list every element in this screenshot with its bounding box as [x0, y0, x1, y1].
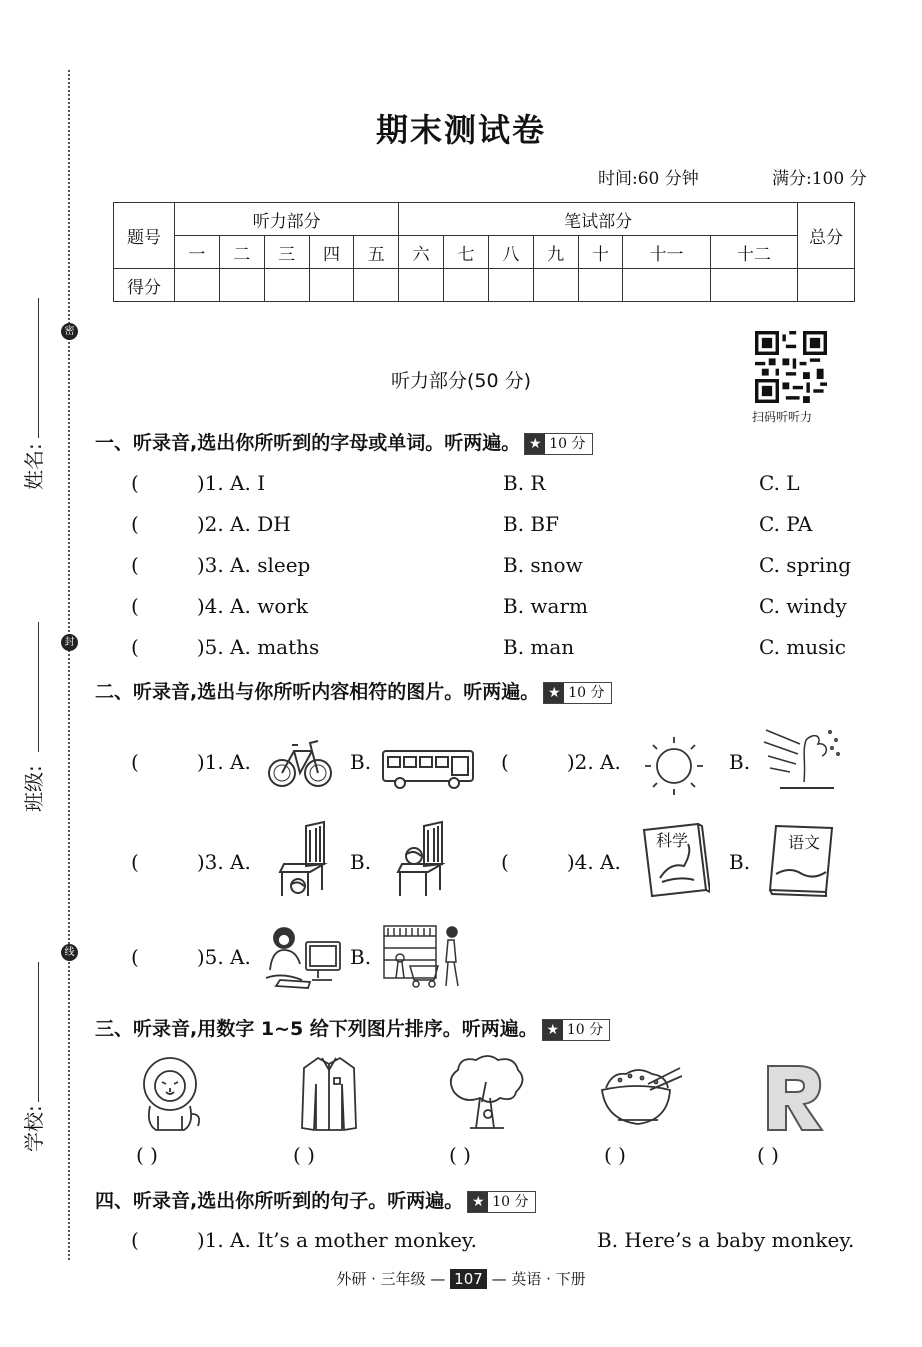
- col-11: 十一: [623, 236, 710, 269]
- score-cell[interactable]: [399, 269, 444, 302]
- q3-blank-5[interactable]: ( ): [757, 1143, 779, 1167]
- q2-label-b: B.: [350, 750, 372, 774]
- answer-paren: (: [131, 750, 139, 774]
- col-3: 三: [264, 236, 309, 269]
- star-icon: ★: [544, 683, 564, 703]
- chair-ball-on-icon[interactable]: [394, 820, 452, 900]
- points-text: 10 分: [549, 435, 586, 452]
- full-score-label: 满分:100 分: [772, 169, 867, 189]
- q2-label: )1. A.: [196, 750, 251, 774]
- school-label: 学校:: [22, 1105, 46, 1152]
- q1-option-c: C. windy: [759, 594, 847, 618]
- score-cell[interactable]: [533, 269, 578, 302]
- points-text: 10 分: [492, 1193, 529, 1210]
- section-3-heading: [95, 1014, 610, 1041]
- q1-option-c: C. L: [759, 471, 800, 495]
- seal-feng: 封: [61, 634, 78, 651]
- q1-option-b: B. BF: [503, 512, 559, 536]
- bus-icon[interactable]: [380, 745, 478, 791]
- answer-paren: (: [131, 471, 139, 495]
- footer-left: 外研 · 三年级 —: [336, 1270, 446, 1288]
- q1-item-a: )1. A. I: [196, 471, 266, 495]
- q1-row-5[interactable]: [131, 635, 319, 659]
- section-4-text: 四、听录音,选出你所听到的句子。听两遍。: [95, 1190, 464, 1212]
- q3-blank-1[interactable]: ( ): [136, 1143, 158, 1167]
- points-text: 10 分: [568, 684, 605, 701]
- q1-option-b: B. warm: [503, 594, 588, 618]
- section-title-listening: 听力部分(50 分): [390, 370, 532, 392]
- q2-label-b: B.: [350, 850, 372, 874]
- q2-row-3[interactable]: [131, 945, 251, 969]
- q2-label: )3. A.: [196, 850, 251, 874]
- section-3-text: 三、听录音,用数字 1~5 给下列图片排序。听两遍。: [95, 1018, 538, 1040]
- q1-item-a: )3. A. sleep: [196, 553, 311, 577]
- points-badge: [542, 1019, 610, 1041]
- col-4: 四: [309, 236, 354, 269]
- score-cell[interactable]: [219, 269, 264, 302]
- footer-right: — 英语 · 下册: [491, 1270, 586, 1288]
- header-total: 总分: [798, 203, 855, 269]
- seal-mi: 密: [61, 323, 78, 340]
- q1-option-c: C. music: [759, 635, 847, 659]
- time-label: 时间:60 分钟: [598, 169, 699, 189]
- answer-paren: (: [501, 850, 509, 874]
- rice-bowl-icon[interactable]: [598, 1060, 682, 1130]
- binding-dotted-line: [68, 70, 70, 1260]
- q3-blank-3[interactable]: ( ): [449, 1143, 471, 1167]
- star-icon: ★: [525, 434, 545, 454]
- class-label: 班级:: [22, 765, 46, 812]
- q2-label-b: B.: [729, 750, 751, 774]
- windy-tree-icon[interactable]: [760, 722, 844, 796]
- score-cell[interactable]: [488, 269, 533, 302]
- section-1-heading: [95, 428, 593, 455]
- q1-option-c: C. PA: [759, 512, 813, 536]
- score-cell-total[interactable]: [798, 269, 855, 302]
- score-cell[interactable]: [354, 269, 399, 302]
- score-cell[interactable]: [444, 269, 489, 302]
- col-2: 二: [219, 236, 264, 269]
- q2-label: )4. A.: [566, 850, 621, 874]
- score-cell[interactable]: [578, 269, 623, 302]
- section-2-heading: [95, 677, 612, 704]
- lion-icon[interactable]: [136, 1054, 204, 1134]
- score-cell[interactable]: [175, 269, 220, 302]
- q2-row-1[interactable]: [131, 750, 251, 774]
- score-cell[interactable]: [623, 269, 710, 302]
- header-tihao: 题号: [114, 203, 175, 269]
- q2-label: )2. A.: [566, 750, 621, 774]
- q1-option-b: B. R: [503, 471, 546, 495]
- section-4-heading: [95, 1186, 536, 1213]
- q1-row-2[interactable]: [131, 512, 291, 536]
- col-7: 七: [444, 236, 489, 269]
- answer-paren: (: [131, 635, 139, 659]
- page-footer: [0, 1268, 922, 1289]
- section-1-text: 一、听录音,选出你所听到的字母或单词。听两遍。: [95, 432, 521, 454]
- col-9: 九: [533, 236, 578, 269]
- q3-blank-2[interactable]: ( ): [293, 1143, 315, 1167]
- book-title: 科学: [656, 831, 689, 850]
- bicycle-icon[interactable]: [268, 735, 332, 791]
- score-cell[interactable]: [710, 269, 797, 302]
- sun-icon[interactable]: [642, 735, 706, 797]
- page-number: 107: [450, 1269, 487, 1289]
- q1-item-a: )5. A. maths: [196, 635, 320, 659]
- book-title: 语文: [788, 833, 821, 852]
- answer-paren: (: [131, 512, 139, 536]
- q4-option-b: B. Here’s a baby monkey.: [597, 1228, 855, 1252]
- q4-row-1[interactable]: [131, 1228, 477, 1252]
- tree-icon[interactable]: [444, 1052, 526, 1134]
- col-5: 五: [354, 236, 399, 269]
- seal-xian: 线: [61, 944, 78, 961]
- supermarket-shopping-icon[interactable]: [382, 922, 466, 990]
- q1-row-3[interactable]: [131, 553, 310, 577]
- answer-paren: (: [131, 553, 139, 577]
- col-10: 十: [578, 236, 623, 269]
- points-badge: [524, 433, 592, 455]
- woman-computer-icon[interactable]: [262, 920, 348, 992]
- q1-option-c: C. spring: [759, 553, 852, 577]
- col-12: 十二: [710, 236, 797, 269]
- star-icon: ★: [543, 1020, 563, 1040]
- score-cell[interactable]: [309, 269, 354, 302]
- answer-paren: (: [131, 850, 139, 874]
- answer-paren: (: [131, 945, 139, 969]
- chair-ball-under-icon[interactable]: [276, 820, 334, 900]
- points-badge: [467, 1191, 535, 1213]
- q1-item-a: )2. A. DH: [196, 512, 291, 536]
- score-table: [113, 202, 855, 302]
- star-icon: ★: [468, 1192, 488, 1212]
- col-8: 八: [488, 236, 533, 269]
- q1-row-1[interactable]: [131, 471, 265, 495]
- page-title: 期末测试卷: [375, 111, 546, 149]
- points-badge: [543, 682, 611, 704]
- q2-row-2b[interactable]: [501, 850, 621, 874]
- name-label: 姓名:: [22, 443, 46, 490]
- q3-blank-4[interactable]: ( ): [604, 1143, 626, 1167]
- answer-paren: (: [131, 594, 139, 618]
- q2-label-b: B.: [729, 850, 751, 874]
- answer-paren: (: [501, 750, 509, 774]
- col-1: 一: [175, 236, 220, 269]
- chinese-book-icon[interactable]: [766, 822, 836, 898]
- header-writing: 笔试部分: [399, 203, 798, 236]
- section-2-text: 二、听录音,选出与你所听内容相符的图片。听两遍。: [95, 681, 540, 703]
- col-6: 六: [399, 236, 444, 269]
- class-blank-line[interactable]: [38, 622, 39, 752]
- answer-paren: (: [131, 1228, 139, 1252]
- points-text: 10 分: [566, 1021, 604, 1038]
- school-blank-line[interactable]: [38, 962, 39, 1102]
- q2-row-2[interactable]: [131, 850, 251, 874]
- score-cell[interactable]: [264, 269, 309, 302]
- q1-item-a: )4. A. work: [196, 594, 309, 618]
- q2-row-1b[interactable]: [501, 750, 621, 774]
- q2-label-b: B.: [350, 945, 372, 969]
- q4-option-a: )1. A. It’s a mother monkey.: [196, 1228, 477, 1252]
- q1-row-4[interactable]: [131, 594, 308, 618]
- q1-option-b: B. snow: [503, 553, 583, 577]
- qr-caption: 扫码听听力: [752, 410, 813, 424]
- letter-r-icon[interactable]: [760, 1060, 830, 1136]
- q2-label: )5. A.: [196, 945, 251, 969]
- header-listening: 听力部分: [175, 203, 399, 236]
- q1-option-b: B. man: [503, 635, 575, 659]
- science-book-icon[interactable]: [640, 822, 710, 898]
- shirt-icon[interactable]: [298, 1054, 360, 1134]
- score-row-label: 得分: [114, 269, 175, 302]
